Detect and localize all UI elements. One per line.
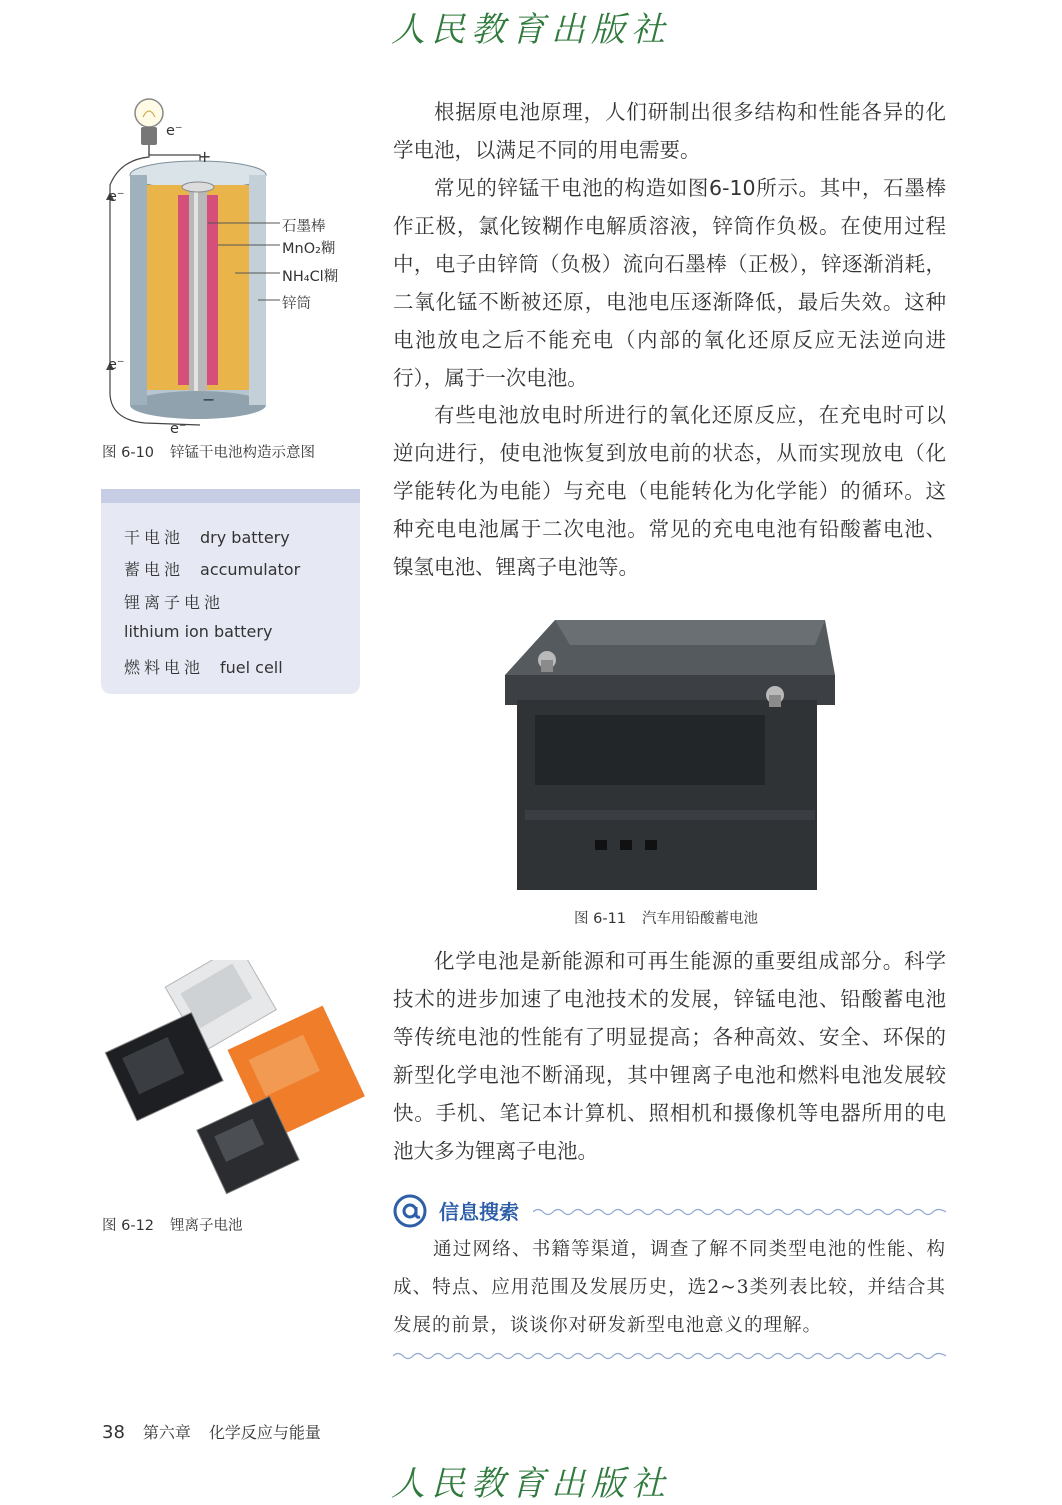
lead-acid-battery-photo — [495, 605, 845, 890]
info-search-header — [393, 1192, 946, 1232]
electron-label-left-lower: e⁻ — [108, 357, 125, 373]
electron-label-left-upper: e⁻ — [108, 189, 125, 205]
vocab-item: 锂离子电池 — [124, 593, 225, 612]
vocab-item: lithium ion battery — [124, 622, 273, 641]
info-search-title: 信息搜索 — [439, 1200, 519, 1224]
page-number: 38 — [102, 1422, 125, 1443]
dry-cell-diagram — [100, 95, 360, 440]
electron-label-bottom: e⁻ — [170, 421, 187, 437]
figure-title: 锌锰干电池构造示意图 — [170, 445, 316, 461]
paragraph: 常见的锌锰干电池的构造如图6-10所示。其中，石墨棒作正极，氯化铵糊作电解质溶液，锌筒作负极。在使用过程中，电子由锌筒（负极）流向石墨棒（正极），锌逐渐消耗，二氧化锰不断被还原，电池电压逐渐降低，最后失效。这种电池放电之后不能充电（内部的氧化还原反应无法逆向进行），属于一次电池。 — [393, 176, 946, 390]
figure-6-12-caption — [102, 1214, 243, 1235]
figure-title: 锂离子电池 — [170, 1218, 243, 1234]
figure-number: 图 6-11 — [574, 911, 627, 927]
wave-divider-bottom — [393, 1350, 946, 1362]
negative-sign: − — [202, 390, 216, 409]
label-mno2-paste: MnO₂糊 — [282, 241, 336, 257]
figure-number: 图 6-10 — [102, 445, 155, 461]
lithium-ion-batteries-photo — [103, 960, 368, 1195]
wave-divider — [533, 1206, 946, 1218]
label-graphite-rod: 石墨棒 — [282, 219, 326, 235]
chapter-title: 化学反应与能量 — [208, 1423, 321, 1442]
publisher-watermark-top: 人民教育出版社 — [391, 10, 671, 50]
label-zinc-can: 锌筒 — [282, 296, 311, 312]
figure-number: 图 6-12 — [102, 1218, 155, 1234]
positive-sign: + — [198, 147, 212, 166]
electron-label-top: e⁻ — [166, 123, 183, 139]
paragraph: 根据原电池原理，人们研制出很多结构和性能各异的化学电池，以满足不同的用电需要。 — [393, 100, 946, 162]
label-nh4cl-paste: NH₄Cl糊 — [282, 269, 339, 285]
at-sign-icon — [393, 1194, 427, 1228]
vocab-item: 蓄电池 accumulator — [124, 560, 301, 579]
figure-6-11-caption — [574, 907, 758, 928]
figure-6-10-caption — [102, 441, 315, 462]
publisher-watermark-bottom: 人民教育出版社 — [391, 1464, 671, 1504]
info-search-body: 通过网络、书籍等渠道，调查了解不同类型电池的性能、构成、特点、应用范围及发展历史，选2~3类列表比较，并结合其发展的前景，谈谈你对研发新型电池意义的理解。 — [393, 1239, 946, 1336]
vocab-item: 燃料电池 fuel cell — [124, 658, 283, 677]
vocabulary-box — [101, 489, 360, 694]
figure-title: 汽车用铅酸蓄电池 — [642, 911, 759, 927]
chapter-number: 第六章 — [142, 1423, 191, 1442]
page-footer — [102, 1420, 321, 1443]
paragraph: 化学电池是新能源和可再生能源的重要组成部分。科学技术的进步加速了电池技术的发展，锌锰电池、铅酸蓄电池等传统电池的性能有了明显提高；各种高效、安全、环保的新型化学电池不断涌现，其中锂离子电池和燃料电池发展较快。手机、笔记本计算机、照相机和摄像机等电器所用的电池大多为锂离子电池。 — [393, 949, 946, 1163]
vocab-item: 干电池 dry battery — [124, 528, 290, 547]
paragraph: 有些电池放电时所进行的氧化还原反应，在充电时可以逆向进行，使电池恢复到放电前的状态，从而实现放电（化学能转化为电能）与充电（电能转化为化学能）的循环。这种充电电池属于二次电池。常见的充电电池有铅酸蓄电池、镍氢电池、锂离子电池等。 — [393, 403, 946, 579]
vocabulary-header-bar — [101, 489, 360, 503]
